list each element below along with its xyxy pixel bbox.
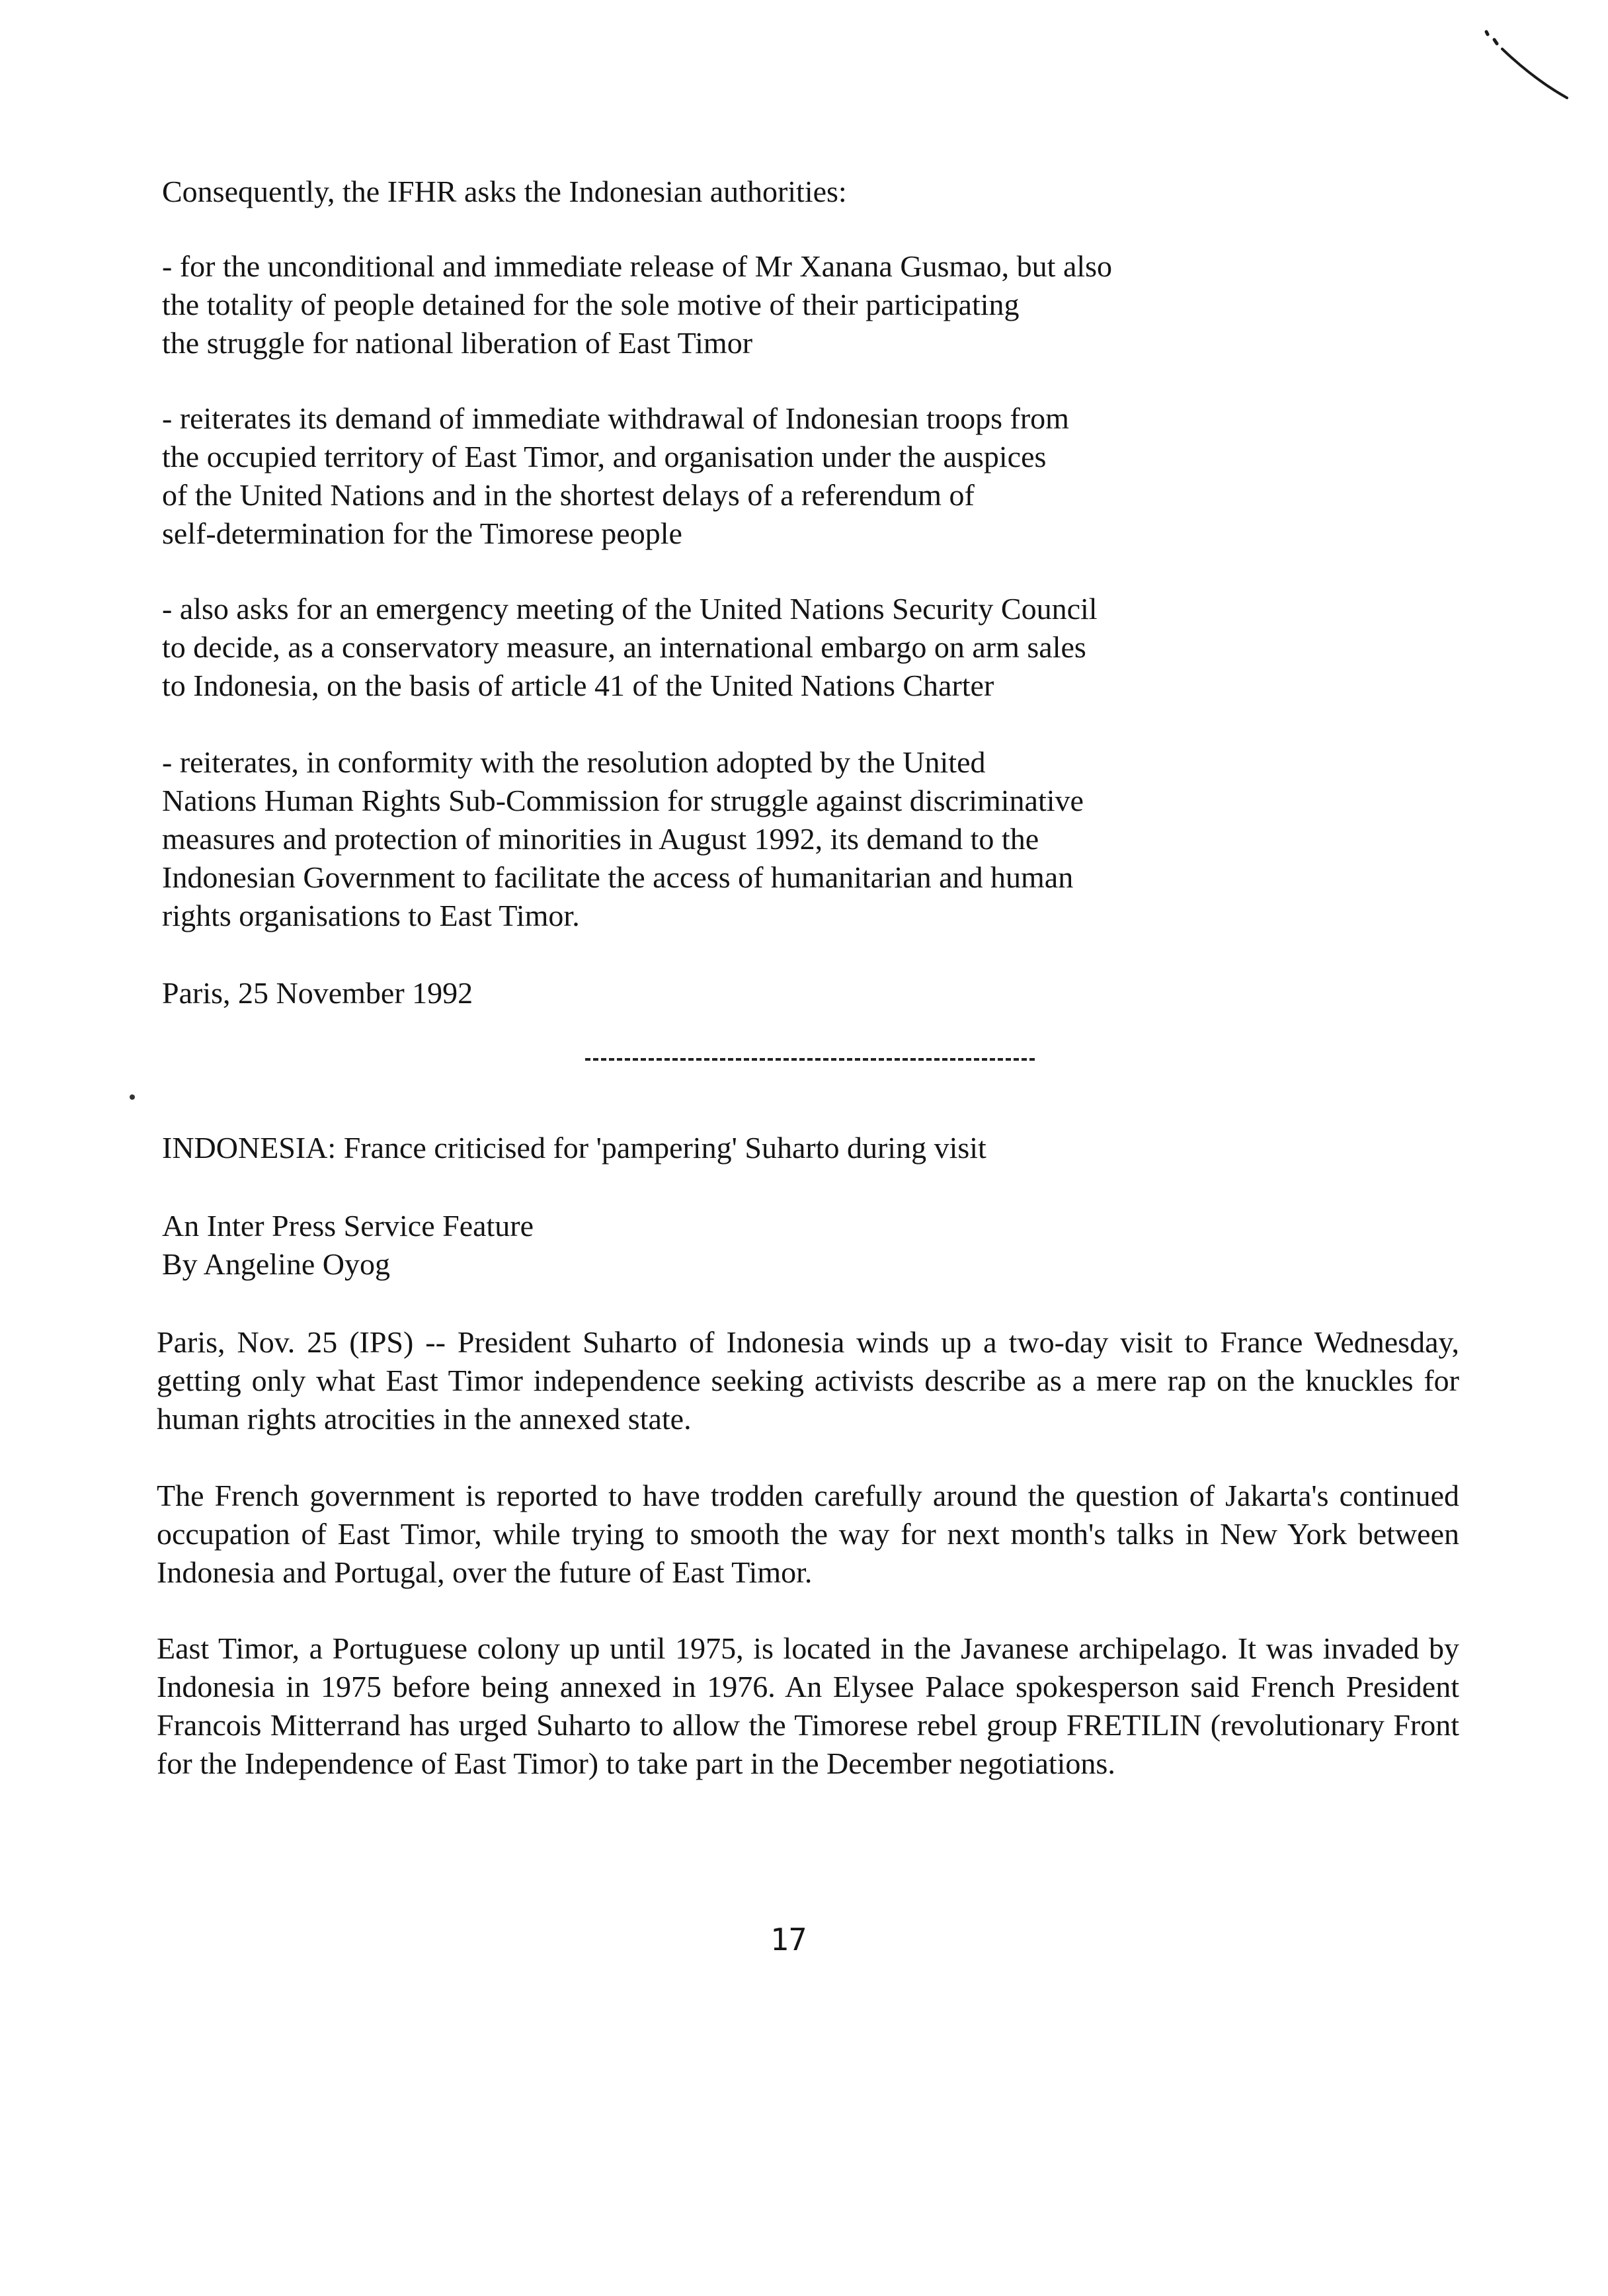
page-number: 17 <box>770 1922 807 1957</box>
statement-line: - for the unconditional and immediate release of Mr Xanana Gusmao, but also <box>162 249 1113 283</box>
statement-line: rights organisations to East Timor. <box>162 899 580 932</box>
statement-dateline: Paris, 25 November 1992 <box>162 976 473 1010</box>
statement-line: - reiterates, in conformity with the resolution adopted by the United <box>162 745 986 779</box>
statement-line: - reiterates its demand of immediate withdrawal of Indonesian troops from <box>162 401 1069 435</box>
article-headline: INDONESIA: France criticised for 'pampering' Suharto during visit <box>162 1131 986 1165</box>
article-source: An Inter Press Service Feature <box>162 1209 534 1243</box>
article-paragraph: Paris, Nov. 25 (IPS) -- President Suharto of Indonesia winds up a two-day visit to France Wednesday, getting only what East Timor independence seeking activists describe as a mere rap on the knuckles for human rights atrocities in the annexed state. <box>157 1325 1459 1436</box>
statement-line: Indonesian Government to facilitate the access of humanitarian and human <box>162 860 1074 894</box>
statement-line: to decide, as a conservatory measure, an international embargo on arm sales <box>162 630 1086 664</box>
scan-speck <box>130 1094 135 1100</box>
statement-intro: Consequently, the IFHR asks the Indonesian authorities: <box>162 175 847 208</box>
statement-line: self-determination for the Timorese people <box>162 516 682 550</box>
statement-line: to Indonesia, on the basis of article 41 of the United Nations Charter <box>162 669 994 702</box>
article-byline: By Angeline Oyog <box>162 1247 390 1281</box>
statement-line: of the United Nations and in the shortest delays of a referendum of <box>162 478 975 512</box>
article-paragraph: East Timor, a Portuguese colony up until 1975, is located in the Javanese archipelago. It was invaded by Indonesia in 1975 before being annexed in 1976. An Elysee Palace spokesperson said French President Francois Mitterrand has urged Suharto to allow the Timorese rebel group FRETILIN (revolutionary Front for the Independence of East Timor) to take part in the December negotiations. <box>157 1631 1459 1780</box>
statement-line: - also asks for an emergency meeting of the United Nations Security Council <box>162 592 1098 626</box>
statement-line: the struggle for national liberation of East Timor <box>162 326 753 360</box>
statement-line: the totality of people detained for the sole motive of their participating <box>162 288 1020 321</box>
article-paragraph: The French government is reported to have trodden carefully around the question of Jakarta's continued occupation of East Timor, while trying to smooth the way for next month's talks in New York between Indonesia and Portugal, over the future of East Timor. <box>157 1479 1459 1589</box>
section-divider <box>585 1058 1035 1061</box>
statement-line: the occupied territory of East Timor, and organisation under the auspices <box>162 440 1047 473</box>
statement-line: Nations Human Rights Sub-Commission for struggle against discriminative <box>162 784 1084 817</box>
statement-line: measures and protection of minorities in August 1992, its demand to the <box>162 822 1039 856</box>
corner-pen-mark <box>1481 20 1587 106</box>
